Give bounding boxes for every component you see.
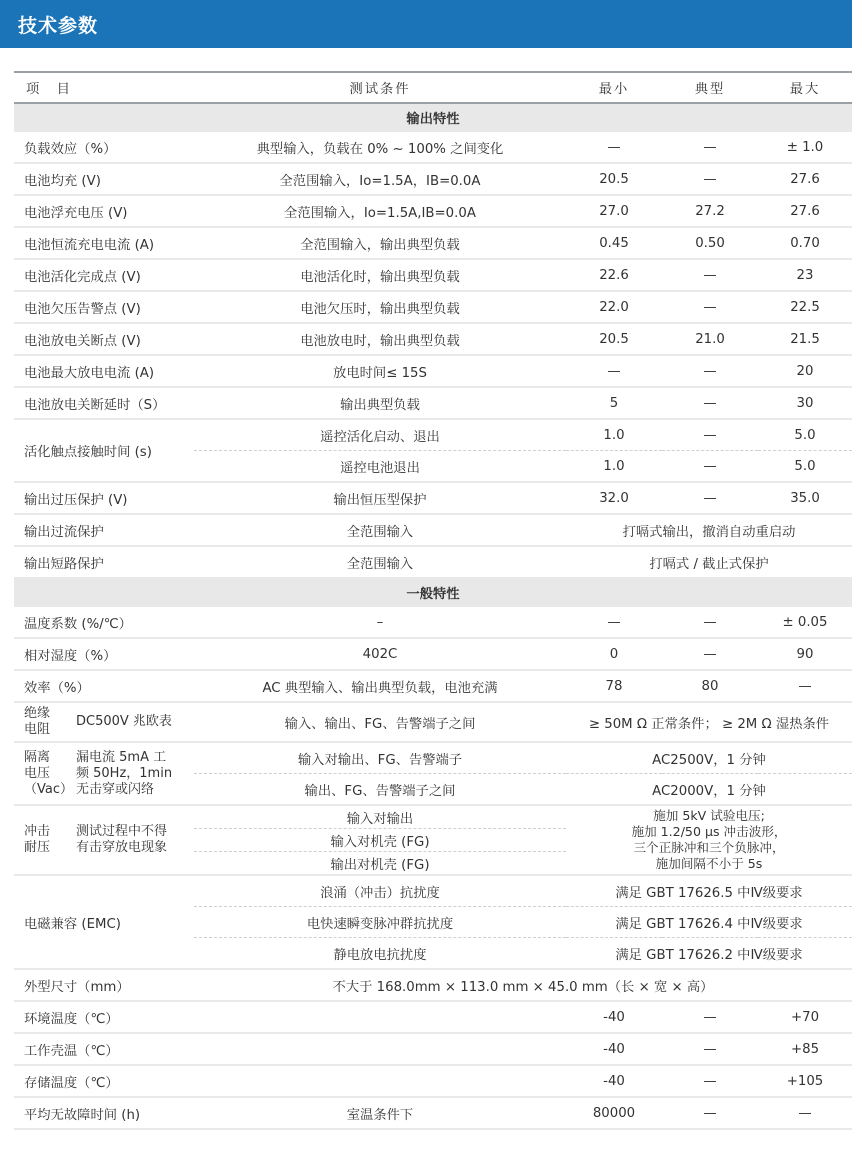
table-row	[14, 969, 852, 1001]
row-value: 满足 GBT 17626.4 中Ⅳ级要求	[566, 907, 852, 938]
row-typ: —	[662, 291, 758, 323]
row-cond: 输入对输出	[194, 805, 566, 829]
row-cond: 全范围输入，输出典型负载	[194, 227, 566, 259]
row-max: 5.0	[758, 451, 852, 483]
table-row	[14, 355, 852, 387]
row-typ: 21.0	[662, 323, 758, 355]
row-cond: 放电时间≤ 15S	[194, 355, 566, 387]
insulation-name-cell	[14, 702, 194, 742]
surge-name-cell	[14, 805, 194, 875]
row-min: -40	[566, 1001, 662, 1033]
row-max: 21.5	[758, 323, 852, 355]
row-cond	[194, 1065, 566, 1097]
row-typ: —	[662, 482, 758, 514]
row-name: 电池活化完成点 (V)	[14, 259, 194, 291]
table-row	[14, 259, 852, 291]
table-row	[14, 482, 852, 514]
row-typ: —	[662, 163, 758, 195]
row-min: 78	[566, 670, 662, 702]
page-title: 技术参数	[18, 14, 99, 37]
table-row	[14, 131, 852, 163]
row-name: 平均无故障时间 (h)	[14, 1097, 194, 1129]
row-name-line: 隔离	[24, 749, 51, 765]
row-typ: —	[662, 259, 758, 291]
spec-table	[14, 71, 852, 1130]
table-row	[14, 163, 852, 195]
row-max: 90	[758, 638, 852, 670]
row-cond: AC 典型输入、输出典型负载，电池充满	[194, 670, 566, 702]
row-name: 电池欠压告警点 (V)	[14, 291, 194, 323]
row-typ: 27.2	[662, 195, 758, 227]
row-value: AC2500V，1 分钟	[566, 742, 852, 774]
row-max: —	[758, 1097, 852, 1129]
table-row	[14, 1065, 852, 1097]
row-cond: 电快速瞬变脉冲群抗扰度	[194, 907, 566, 938]
row-max: 27.6	[758, 163, 852, 195]
table-row	[14, 323, 852, 355]
row-typ: —	[662, 1065, 758, 1097]
row-typ: —	[662, 419, 758, 451]
row-max: +105	[758, 1065, 852, 1097]
row-typ: —	[662, 1097, 758, 1129]
table-header-row	[14, 72, 852, 103]
row-typ: —	[662, 1001, 758, 1033]
row-cond: 输出对机壳 (FG)	[194, 852, 566, 876]
row-value-line: 施加 1.2/50 μs 冲击波形，	[631, 824, 787, 839]
row-cond	[194, 1033, 566, 1065]
row-max: ± 0.05	[758, 606, 852, 638]
row-min: 0.45	[566, 227, 662, 259]
row-cond: 静电放电抗扰度	[194, 938, 566, 970]
row-typ: —	[662, 606, 758, 638]
page-header	[0, 0, 852, 48]
row-name: 活化触点接触时间 (s)	[14, 419, 194, 482]
row-max: 20	[758, 355, 852, 387]
row-name: 电池最大放电电流 (A)	[14, 355, 194, 387]
row-name-line: （Vac）	[24, 781, 73, 797]
row-min: 32.0	[566, 482, 662, 514]
section-row-output	[14, 103, 852, 131]
table-row	[14, 670, 852, 702]
table-row	[14, 805, 852, 829]
row-name-line: 电压	[24, 765, 51, 781]
row-name: 电池放电关断延时（S）	[14, 387, 194, 419]
row-typ: —	[662, 131, 758, 163]
temperature-rows	[14, 1001, 852, 1129]
row-cond: 遥控电池退出	[194, 451, 566, 483]
row-cond: –	[194, 606, 566, 638]
row-value: 打嗝式 / 截止式保护	[566, 546, 852, 578]
row-min: —	[566, 606, 662, 638]
table-row	[14, 702, 852, 742]
row-typ: —	[662, 387, 758, 419]
row-cond: 输入、输出、FG、告警端子之间	[194, 702, 566, 742]
row-typ: —	[662, 638, 758, 670]
table-row	[14, 606, 852, 638]
row-max: 0.70	[758, 227, 852, 259]
row-max: —	[758, 670, 852, 702]
row-name: 输出短路保护	[14, 546, 194, 578]
table-row	[14, 419, 852, 451]
table-row	[14, 291, 852, 323]
row-name: 电池均充 (V)	[14, 163, 194, 195]
row-typ: —	[662, 355, 758, 387]
row-cond: 典型输入，负载在 0% ~ 100% 之间变化	[194, 131, 566, 163]
row-typ: —	[662, 451, 758, 483]
row-cond: 电池放电时，输出典型负载	[194, 323, 566, 355]
row-subname-line: 频 50Hz，1min	[76, 765, 173, 781]
row-cond: 402C	[194, 638, 566, 670]
row-max: 35.0	[758, 482, 852, 514]
row-name: 环境温度（℃）	[14, 1001, 194, 1033]
row-value: 打嗝式输出，撤消自动重启动	[566, 514, 852, 546]
row-max: 27.6	[758, 195, 852, 227]
row-max: 22.5	[758, 291, 852, 323]
row-name: 存储温度（℃）	[14, 1065, 194, 1097]
row-cond	[194, 1001, 566, 1033]
row-min: 5	[566, 387, 662, 419]
row-name: 负载效应（%）	[14, 131, 194, 163]
row-min: 22.6	[566, 259, 662, 291]
row-cond: 电池欠压时，输出典型负载	[194, 291, 566, 323]
row-value: 满足 GBT 17626.5 中Ⅳ级要求	[566, 875, 852, 907]
row-name: 效率（%）	[14, 670, 194, 702]
row-typ: —	[662, 1033, 758, 1065]
row-cond: 全范围输入	[194, 546, 566, 578]
row-max: 5.0	[758, 419, 852, 451]
row-cond: 浪涌（冲击）抗扰度	[194, 875, 566, 907]
table-row	[14, 546, 852, 578]
row-subname-line: 无击穿或闪络	[76, 781, 155, 797]
row-value: 不大于 168.0mm × 113.0 mm × 45.0 mm（长 × 宽 × 高）	[194, 969, 852, 1001]
row-name: 输出过流保护	[14, 514, 194, 546]
row-cond: 输入对输出、FG、告警端子	[194, 742, 566, 774]
row-value-line: 施加间隔不小于 5s	[655, 856, 763, 871]
table-row	[14, 875, 852, 907]
table-row	[14, 1001, 852, 1033]
col-header-item: 项 目	[14, 72, 194, 103]
section-title-output: 输出特性	[14, 103, 852, 131]
section-title-general: 一般特性	[14, 578, 852, 606]
table-row	[14, 1097, 852, 1129]
row-typ: 80	[662, 670, 758, 702]
table-row	[14, 514, 852, 546]
row-min: -40	[566, 1033, 662, 1065]
row-cond: 全范围输入，Io=1.5A，IB=0.0A	[194, 163, 566, 195]
row-subname-line: 有击穿放电现象	[76, 840, 168, 855]
row-name: 相对湿度（%）	[14, 638, 194, 670]
row-name: 电池恒流充电电流 (A)	[14, 227, 194, 259]
table-row	[14, 1033, 852, 1065]
section-row-general	[14, 578, 852, 606]
row-cond: 全范围输入，Io=1.5A,IB=0.0A	[194, 195, 566, 227]
row-min: 27.0	[566, 195, 662, 227]
row-min: 0	[566, 638, 662, 670]
col-header-typ: 典型	[662, 72, 758, 103]
row-min: 22.0	[566, 291, 662, 323]
row-min: 20.5	[566, 163, 662, 195]
col-header-max: 最大	[758, 72, 852, 103]
table-row	[14, 227, 852, 259]
row-name-line: 电阻	[24, 722, 51, 737]
row-value: 满足 GBT 17626.2 中Ⅳ级要求	[566, 938, 852, 970]
row-max: +85	[758, 1033, 852, 1065]
row-cond: 全范围输入	[194, 514, 566, 546]
row-typ: 0.50	[662, 227, 758, 259]
row-subname: DC500V 兆欧表	[76, 714, 172, 729]
row-cond: 输入对机壳 (FG)	[194, 829, 566, 852]
table-row	[14, 638, 852, 670]
row-max: ± 1.0	[758, 131, 852, 163]
row-name: 输出过压保护 (V)	[14, 482, 194, 514]
table-row	[14, 387, 852, 419]
row-name: 工作壳温（℃）	[14, 1033, 194, 1065]
row-min: 20.5	[566, 323, 662, 355]
row-name: 电池放电关断点 (V)	[14, 323, 194, 355]
row-cond: 室温条件下	[194, 1097, 566, 1129]
row-min: 1.0	[566, 419, 662, 451]
row-max: 23	[758, 259, 852, 291]
col-header-min: 最小	[566, 72, 662, 103]
table-row	[14, 195, 852, 227]
row-cond: 电池活化时，输出典型负载	[194, 259, 566, 291]
row-name-line: 冲击	[24, 824, 51, 839]
row-max: +70	[758, 1001, 852, 1033]
row-cond: 遥控活化启动、退出	[194, 419, 566, 451]
row-cond: 输出典型负载	[194, 387, 566, 419]
row-value-line: 施加 5kV 试验电压;	[653, 808, 765, 823]
row-min: -40	[566, 1065, 662, 1097]
row-name: 电磁兼容 (EMC)	[14, 875, 194, 969]
row-name-line: 耐压	[24, 840, 51, 855]
row-name-line: 绝缘	[24, 706, 51, 721]
row-cond: 输出恒压型保护	[194, 482, 566, 514]
row-value: AC2000V，1 分钟	[566, 774, 852, 806]
row-name: 电池浮充电压 (V)	[14, 195, 194, 227]
spec-table-container	[14, 71, 852, 1130]
row-min: —	[566, 355, 662, 387]
row-min: 80000	[566, 1097, 662, 1129]
row-cond: 输出、FG、告警端子之间	[194, 774, 566, 806]
row-value: ≥ 50M Ω 正常条件； ≥ 2M Ω 湿热条件	[566, 702, 852, 742]
output-rows	[14, 131, 852, 419]
row-name: 温度系数 (%/℃）	[14, 606, 194, 638]
isolation-name-cell	[14, 742, 194, 805]
table-row	[14, 742, 852, 774]
row-value	[566, 805, 852, 875]
row-name: 外型尺寸（mm）	[14, 969, 194, 1001]
col-header-cond: 测试条件	[194, 72, 566, 103]
row-max: 30	[758, 387, 852, 419]
row-value-line: 三个正脉冲和三个负脉冲，	[633, 840, 785, 855]
general-rows	[14, 606, 852, 702]
row-min: —	[566, 131, 662, 163]
row-subname-line: 测试过程中不得	[76, 824, 168, 839]
row-min: 1.0	[566, 451, 662, 483]
row-subname-line: 漏电流 5mA 工	[76, 749, 167, 765]
